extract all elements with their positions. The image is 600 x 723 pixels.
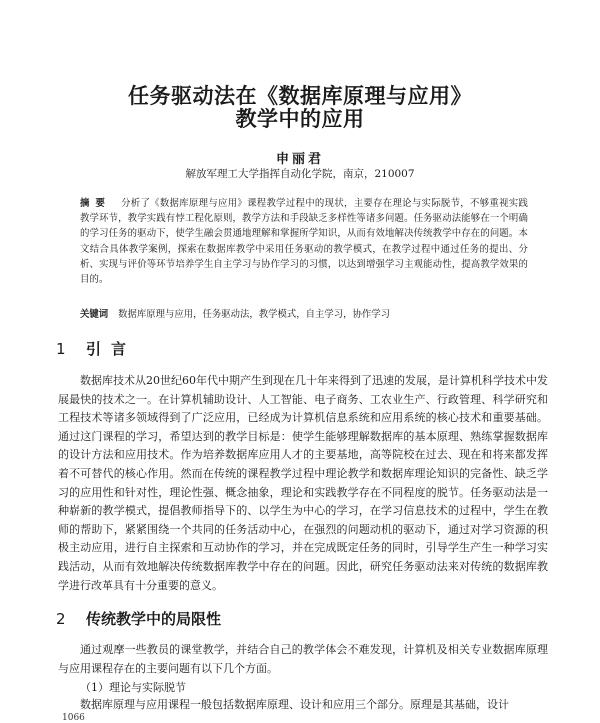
abstract-label: 摘要 (80, 198, 112, 209)
page-number: 1066 (62, 713, 85, 723)
author-affiliation: 解放军理工大学指挥自动化学院，南京，210007 (185, 168, 415, 180)
abstract (80, 196, 528, 287)
abstract-text: 分析了《数据库原理与应用》课程教学过程中的现状，主要存在理论与实际脱节，不够重视实践教学环节，教学实践有悖工程化原则，教学方法和手段缺乏多样性等诸多问题。任务驱动法能够在一个明确的学习任务的驱动下，使学生融会贯通地理解和掌握所学知识，从而有效地解决传统教学中存在的问题。本文结合具体教学案例，探索在数据库教学中采用任务驱动的教学模式，在教学过程中通过任务的提出、分析、实现与评价等环节培养学生自主学习与协作学习的习惯，以达到增强学习主观能动性，提高教学效果的目的。 (80, 198, 528, 286)
paper-title-line1: 任务驱动法在《数据库原理与应用》 (128, 84, 472, 108)
author-name: 申丽君 (275, 152, 324, 167)
keywords (80, 308, 528, 322)
section-1-number: 1 (56, 340, 66, 358)
paper-title-line2: 教学中的应用 (235, 107, 365, 131)
keywords-text: 数据库原理与应用，任务驱动法，教学模式，自主学习，协作学习 (118, 309, 391, 320)
section-2-heading (56, 610, 221, 628)
section-1-title: 引言 (86, 340, 137, 358)
section-2-paragraph: 通过观摩一些教员的课堂教学，并结合自己的教学体会不难发现，计算机及相关专业数据库原理与应用课程存在的主要问题有以下几个方面。 (58, 643, 548, 675)
keywords-label: 关键词 (80, 309, 109, 320)
section-2-title: 传统教学中的局限性 (86, 610, 222, 628)
section-1-heading (56, 340, 136, 358)
section-2-subheading: （1）理论与实际脱节 (80, 681, 186, 694)
section-2-number: 2 (56, 610, 66, 628)
section-1-paragraph: 数据库技术从20世纪60年代中期产生到现在几十年来得到了迅速的发展，是计算机科学技术中发展最快的技术之一。在计算机辅助设计、人工智能、电子商务、工农业生产、行政管理、科学研究和工程技术等诸多领域得到了广泛应用，已经成为计算机信息系统和应用系统的核心技术和重要基础。通过这门课程的学习，希望达到的教学目标是：使学生能够理解数据库的基本原理、熟练掌握数据库的设计方法和应用技术。作为培养数据库应用人才的主要基地，高等院校在过去、现在和将来都发挥着不可替代的核心作用。然而在传统的课程教学过程中理论教学和数据库理论知识的完备性、缺乏学习的应用性和针对性，理论性强、概念抽象，理论和实践教学存在不同程度的脱节。任务驱动法是一种崭新的教学模式，提倡教师指导下的、以学生为中心的学习，在学习信息技术的过程中，学生在教师的帮助下，紧紧围绕一个共同的任务活动中心，在强烈的问题动机的驱动下，通过对学习资源的积极主动应用，进行自主探索和互动协作的学习，并在完成既定任务的同时，引导学生产生一种学习实践活动，从而有效地解决传统数据库教学中存在的问题。因此，研究任务驱动法来对传统的数据库教学进行改革具有十分重要的意义。 (58, 374, 548, 592)
section-2-paragraph-2: 数据库原理与应用课程一般包括数据库原理、设计和应用三个部分。原理是其基础，设计 (80, 698, 509, 711)
